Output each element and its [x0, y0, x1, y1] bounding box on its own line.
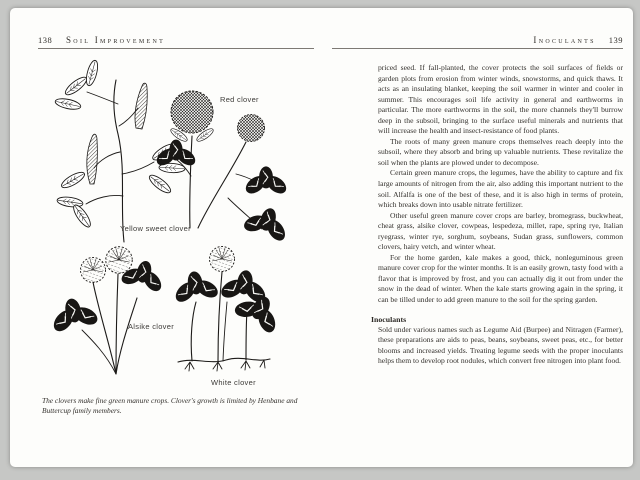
- white-clover-label: White clover: [211, 378, 256, 387]
- paragraph: The roots of many green manure crops themselves reach deeply into the subsoil, where they absorb and bring up valuable nutrients. These revitalize the soil when the plants are plowed under to decompose.: [378, 136, 623, 167]
- page-spread: [10, 8, 633, 467]
- section-heading: Inoculants: [371, 314, 407, 324]
- section-body: Sold under various names such as Legume Aid (Burpee) and Nitragen (Farmer), these preparations are aids to peas, beans, soybeans, sweet peas, etc., for better blooms and increased yields. Treating legume seeds with the proper inoculants helps them to develop root nodules, which convert free nitrogen into plant food.: [378, 324, 623, 366]
- body-text-column: [371, 63, 623, 367]
- paragraph: Certain green manure crops, the legumes, have the ability to capture and fix large amounts of nitrogen from the air, also adding this important nutrient to the soil. Alfalfa is one of the best of these, and it is also high in terms of protein, which breaks down into usable nitrate fertilizer.: [378, 168, 623, 210]
- right-page-number: 139: [608, 34, 623, 45]
- paragraph: priced seed. If fall-planted, the cover protects the soil surfaces of fields or garden plots from erosion from winter winds, snowstorms, and quick thaws. It acts as an insulating blanket, keeping the soil warmer in winter and cooler in summer. This encourages soil life activity in general and earthworms in particular. The more earthworms in the soil, the more channels they'll burrow deep in the subsoil, bringing to the surface useful minerals and nutrients that will increase the health and insect-resistance of food plants.: [378, 63, 623, 136]
- red-clover-label: Red clover: [220, 95, 259, 104]
- alsike-clover-drawing: [45, 247, 169, 374]
- right-running-head: Inoculants: [533, 34, 596, 45]
- paragraph: Other useful green manure cover crops are barley, bromegrass, buckwheat, cheat grass, alsike clover, cowpeas, lespedeza, millet, rape, spring rye, Italian ryegrass, winter rye, sorghum, soybeans, Sudan grass, sunflowers, common clovers, hairy vetch, and winter wheat.: [378, 210, 623, 252]
- alsike-clover-label: Alsike clover: [128, 322, 174, 331]
- right-header-rule: [332, 48, 623, 49]
- white-clover-drawing: [169, 247, 289, 372]
- left-header-rule: [38, 48, 314, 49]
- left-running-head: Soil Improvement: [66, 34, 166, 45]
- yellow-sweet-clover-label: Yellow sweet clover: [120, 224, 191, 233]
- paragraph: For the home garden, kale makes a good, thick, nonleguminous green manure cover crop for the winter months. It is an easily grown, tasty food with a flavor that is improved by frost, and you can actually dig it out from under the snow in the dead of winter. When the kale starts growing again in the spring, it can be tilled under to add green manure to the soil for the spring garden.: [378, 252, 623, 305]
- figure-caption: The clovers make fine green manure crops. Clover's growth is limited by Henbane and Buttercup family members.: [42, 396, 298, 415]
- right-running-head-row: [332, 35, 623, 45]
- left-page-number: 138: [38, 35, 53, 45]
